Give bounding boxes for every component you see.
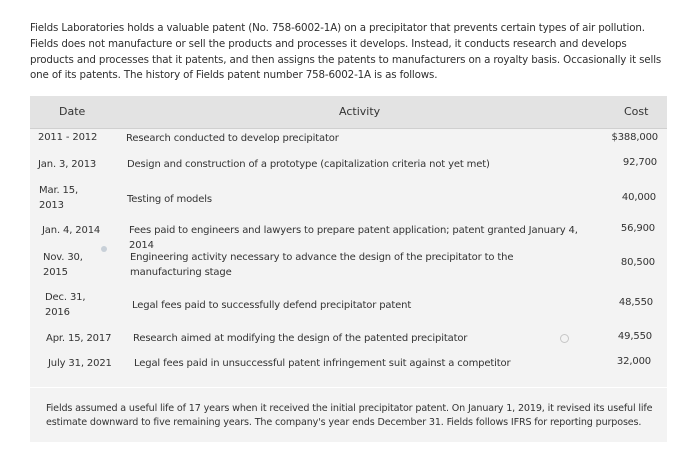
row-cost: 40,000: [621, 192, 656, 203]
header-date: Date: [59, 105, 86, 118]
intro-paragraph: Fields Laboratories holds a valuable patent (No. 758-6002-1A) on a precipitator that prevents certain types of air pollution. Fields does not manufacture or sell the products and processes it develops. Instead, it conducts research and develops products and processes that it patents, and then assigns the patents to manufacturers on a royalty basis. Occasionally it sells one of its patents. The history of Fields patent number 758-6002-1A is as follows.: [30, 22, 662, 82]
row-cost: 49,550: [617, 331, 652, 342]
footer-note-box: [30, 388, 667, 442]
row-activity: Testing of models: [127, 194, 212, 205]
row-cost: 56,900: [620, 223, 655, 234]
row-activity: Fees paid to engineers and lawyers to prepare patent application; patent granted January 4, 2014: [129, 225, 578, 251]
row-date: July 31, 2021: [48, 358, 112, 369]
row-date: Nov. 30, 2015: [43, 252, 83, 278]
row-date: Mar. 15, 2013: [39, 185, 79, 211]
row-date: Apr. 15, 2017: [46, 333, 112, 344]
header-cost: Cost: [624, 105, 649, 118]
footer-note: Fields assumed a useful life of 17 years when it received the initial precipitator patent. On January 1, 2019, it revised its useful life estimate downward to five remaining years. The company's year ends December 31. Fields follows IFRS for reporting purposes.: [46, 403, 653, 428]
stray-dot-mark: [101, 246, 107, 252]
row-cost: $388,000: [611, 132, 658, 143]
row-activity: Legal fees paid to successfully defend precipitator patent: [132, 300, 412, 311]
row-activity: Legal fees paid in unsuccessful patent infringement suit against a competitor: [134, 358, 511, 369]
row-cost: 80,500: [620, 257, 655, 268]
stray-ring-mark: [560, 334, 569, 343]
row-date: 2011 - 2012: [38, 132, 98, 143]
row-cost: 32,000: [616, 356, 651, 367]
row-date: Jan. 4, 2014: [42, 225, 101, 236]
table-header-row: [30, 96, 667, 129]
row-date: Dec. 31, 2016: [45, 292, 86, 318]
row-activity: Research conducted to develop precipitator: [126, 133, 339, 144]
row-activity: Design and construction of a prototype (capitalization criteria not yet met): [127, 159, 490, 170]
row-activity: Engineering activity necessary to advance the design of the precipitator to the manufacturing stage: [130, 252, 514, 278]
row-activity: Research aimed at modifying the design of the patented precipitator: [133, 333, 468, 344]
header-activity: Activity: [339, 105, 381, 118]
row-cost: 48,550: [618, 297, 653, 308]
row-cost: 92,700: [622, 157, 657, 168]
patent-history-table: [30, 96, 667, 387]
row-date: Jan. 3, 2013: [38, 159, 97, 170]
